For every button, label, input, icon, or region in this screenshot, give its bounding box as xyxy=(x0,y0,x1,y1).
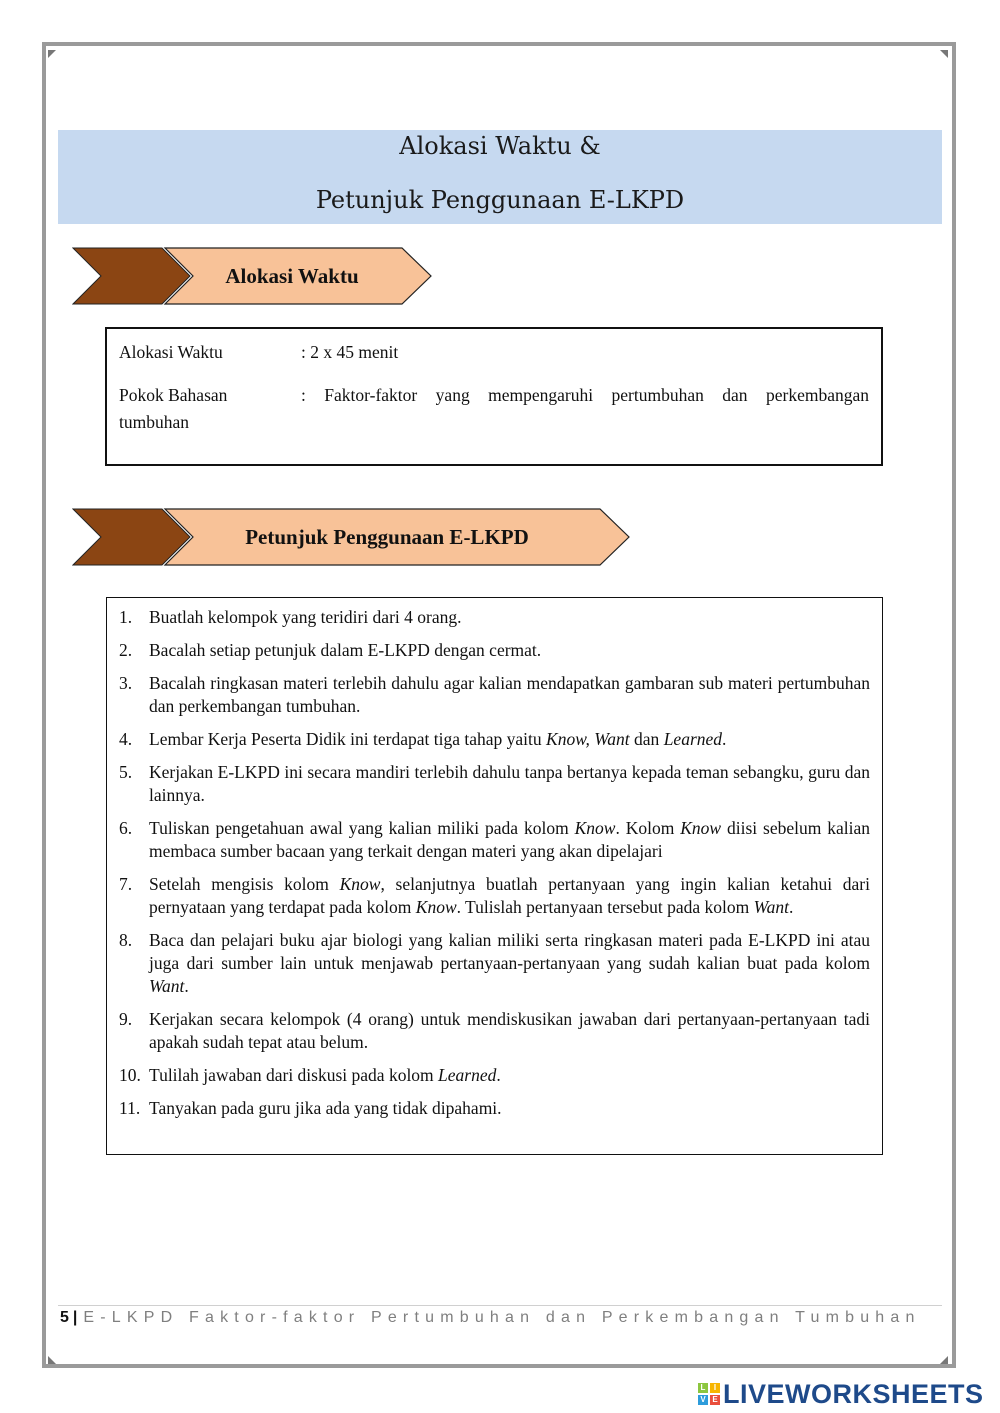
item-number: 4. xyxy=(119,729,133,749)
item-text: Baca dan pelajari buku ajar biologi yang kalian miliki serta ringkasan materi pada E-LKPD ini atau juga dari sumber lain untuk menjawab pertanyaan-pertanyaan yang sudah kalian buat pada kolom xyxy=(149,930,870,973)
footer-divider xyxy=(58,1305,942,1306)
item-text: . Kolom xyxy=(615,818,681,838)
corner-mark-bottom-right xyxy=(940,1356,948,1364)
corner-mark-top-left xyxy=(48,50,56,58)
section-banner-alokasi xyxy=(72,247,434,305)
item-text: Setelah mengisis kolom xyxy=(149,874,340,894)
item-text-italic: Want xyxy=(753,897,789,917)
item-number: 8. xyxy=(119,930,133,950)
item-number: 11. xyxy=(119,1098,141,1118)
item-text: Tulilah jawaban dari diskusi pada kolom xyxy=(149,1065,439,1085)
alokasi-info-box xyxy=(105,327,883,466)
item-number: 7. xyxy=(119,874,133,894)
info-label: Pokok Bahasan xyxy=(119,385,228,405)
petunjuk-list-box xyxy=(106,597,883,1155)
list-item xyxy=(119,1008,870,1054)
item-text-italic: Know xyxy=(415,897,457,917)
corner-mark-bottom-left xyxy=(48,1356,56,1364)
page-number: 5 xyxy=(60,1309,69,1326)
item-text: dan xyxy=(629,729,664,749)
corner-mark-top-right xyxy=(940,50,948,58)
section-banner-label: Petunjuk Penggunaan E-LKPD xyxy=(245,525,529,549)
liveworksheets-wordmark: LIVEWORKSHEETS xyxy=(723,1378,984,1409)
item-number: 5. xyxy=(119,762,133,782)
tile-e: E xyxy=(710,1395,720,1405)
list-item xyxy=(119,606,870,629)
live-tiles-icon xyxy=(698,1383,720,1405)
item-text: Bacalah ringkasan materi terlebih dahulu agar kalian mendapatkan gambaran sub materi pertumbuhan dan perkembangan tumbuhan. xyxy=(149,673,870,716)
item-text: Lembar Kerja Peserta Didik ini terdapat tiga tahap yaitu xyxy=(149,729,547,749)
footer-separator: | xyxy=(72,1309,78,1326)
item-text-italic: Know xyxy=(574,818,616,838)
item-text: Kerjakan secara kelompok (4 orang) untuk mendiskusikan jawaban dari pertanyaan-pertanyaan tadi apakah sudah tepat atau belum. xyxy=(149,1009,870,1052)
item-number: 2. xyxy=(119,640,133,660)
section-banner-label: Alokasi Waktu xyxy=(225,264,359,288)
list-item xyxy=(119,1064,870,1087)
item-text: . xyxy=(788,897,794,917)
instruction-list xyxy=(119,606,870,1130)
item-number: 1. xyxy=(119,607,133,627)
list-item xyxy=(119,761,870,807)
item-text: . xyxy=(184,976,189,996)
item-text: . xyxy=(722,729,727,749)
item-text: Kerjakan E-LKPD ini secara mandiri terlebih dahulu tanpa bertanya kepada teman sebangku, guru dan lainnya. xyxy=(149,762,870,805)
item-text-italic: Learned xyxy=(438,1065,497,1085)
item-text: Tuliskan pengetahuan awal yang kalian miliki pada kolom xyxy=(149,818,575,838)
tile-l: L xyxy=(698,1383,708,1393)
info-value-continuation: tumbuhan xyxy=(119,412,189,432)
item-text-italic: Know, Want xyxy=(546,729,630,749)
section-banner-petunjuk xyxy=(72,508,632,566)
tile-i: I xyxy=(710,1383,720,1393)
list-item xyxy=(119,1097,870,1120)
item-text-italic: Want xyxy=(149,976,185,996)
page-title-line2: Petunjuk Penggunaan E-LKPD xyxy=(315,186,685,214)
item-text: , selanjutnya buatlah pertanyaan yang ingin kalian ketahui dari pernyataan yang terdapat pada kolom xyxy=(149,874,870,917)
tile-v: V xyxy=(698,1395,708,1405)
item-number: 3. xyxy=(119,673,133,693)
info-value: : 2 x 45 menit xyxy=(301,342,399,362)
liveworksheets-logo xyxy=(698,1380,984,1408)
item-text: . Tulislah pertanyaan tersebut pada kolom xyxy=(456,897,754,917)
list-item xyxy=(119,817,870,863)
list-item xyxy=(119,873,870,919)
page-footer xyxy=(60,1309,921,1327)
page-title-line1: Alokasi Waktu & xyxy=(399,132,601,160)
item-text: Bacalah setiap petunjuk dalam E-LKPD dengan cermat. xyxy=(149,640,542,660)
item-number: 10. xyxy=(119,1065,141,1085)
item-number: 6. xyxy=(119,818,133,838)
item-text-italic: Know xyxy=(339,874,381,894)
item-text: Tanyakan pada guru jika ada yang tidak dipahami. xyxy=(149,1098,502,1118)
info-label: Alokasi Waktu xyxy=(119,342,223,362)
item-text: diisi sebelum kalian membaca sumber bacaan yang terkait dengan materi yang akan dipelajari xyxy=(149,818,870,861)
list-item xyxy=(119,672,870,718)
page-title-band xyxy=(58,130,942,224)
item-number: 9. xyxy=(119,1009,133,1029)
item-text: . xyxy=(496,1065,501,1085)
list-item xyxy=(119,929,870,998)
list-item xyxy=(119,639,870,662)
footer-text: E-LKPD Faktor-faktor Pertumbuhan dan Perkembangan Tumbuhan xyxy=(83,1309,921,1326)
item-text-italic: Know xyxy=(680,818,722,838)
list-item xyxy=(119,728,870,751)
info-value: : Faktor-faktor yang mempengaruhi pertumbuhan dan perkembangan xyxy=(301,385,869,405)
item-text-italic: Learned xyxy=(663,729,723,749)
item-text: Buatlah kelompok yang teridiri dari 4 orang. xyxy=(149,607,462,627)
